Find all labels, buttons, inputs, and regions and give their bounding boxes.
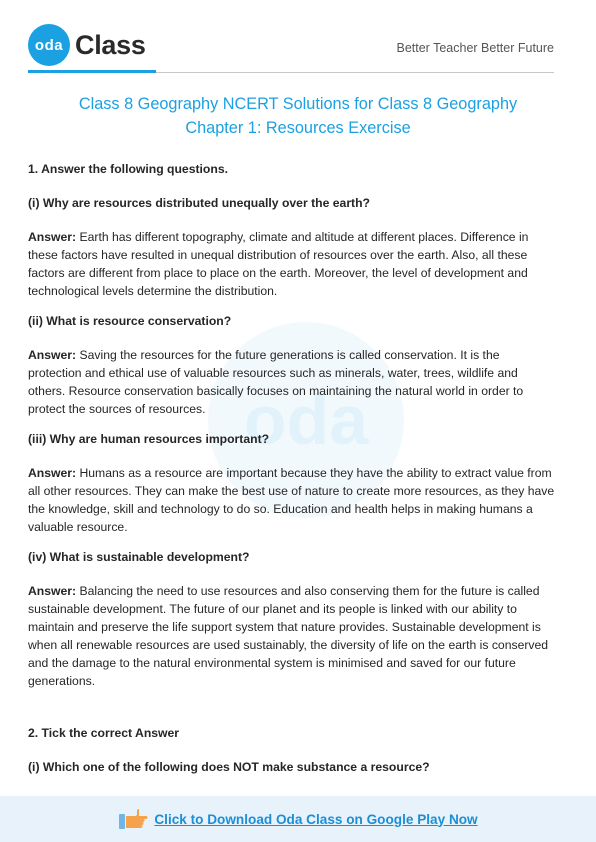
answer [28,464,556,536]
section-heading: 2. Tick the correct Answer [28,726,180,740]
tagline: Better Teacher Better Future [396,41,554,55]
answer [28,582,556,690]
question: (ii) What is resource conservation? [28,314,232,328]
question: (iii) Why are human resources important? [28,432,270,446]
answer-label: Answer: [28,584,77,598]
pointing-hand-icon [118,807,148,831]
title-line-2: Chapter 1: Resources Exercise [185,119,411,137]
question: (i) Which one of the following does NOT make substance a resource? [28,760,430,774]
answer-text: Balancing the need to use resources and also conserving them for the future is called sustainable development. The future of our planet and its people is linked with our ability to maintain and preserve the life support system that nature provides. Sustainable development is when all renewable resources are used sustainably, the diversity of life on the earth is conserved and the damage to the natural environmental system is minimised and saved for our future generations. [28,584,549,688]
answer-text: Saving the resources for the future generations is called conservation. It is the protection and ethical use of valuable resources such as minerals, water, trees, wildlife and others. Resource conservation basically focuses on maintaining the natural world in order to protect the sources of resources. [28,348,524,416]
question: (iv) What is sustainable development? [28,550,250,564]
header-accent-bar [28,70,156,73]
oda-watermark-icon: oda [208,322,404,518]
oda-class-logo[interactable] [28,24,146,66]
answer-label: Answer: [28,348,77,362]
title-line-1: Class 8 Geography NCERT Solutions for Class 8 Geography [78,95,518,113]
page-header [0,0,596,76]
download-banner[interactable] [0,796,596,842]
question: (i) Why are resources distributed unequally over the earth? [28,196,371,210]
logo-word: Class [75,29,146,60]
section-heading: 1. Answer the following questions. [28,162,228,176]
answer [28,228,556,300]
download-link[interactable]: Click to Download Oda Class on Google Play Now [154,811,478,827]
logo-mark: oda [28,24,70,66]
answer-text: Humans as a resource are important because they have the ability to extract value from all other resources. They can make the best use of nature to create more resources, as they have the knowledge, skill and technology to do so. Education and health helps in making humans a valuable resource. [28,466,555,534]
document-body [28,160,556,810]
answer [28,346,556,418]
answer-label: Answer: [28,230,77,244]
answer-text: Earth has different topography, climate and altitude at different places. Difference in these factors have resulted in unequal distribution of resources over the earth. Also, all these factors are different from place to place on the earth. Moreover, the level of development and technological levels determine the distribution. [28,230,529,298]
page-title [40,92,556,140]
answer-label: Answer: [28,466,77,480]
